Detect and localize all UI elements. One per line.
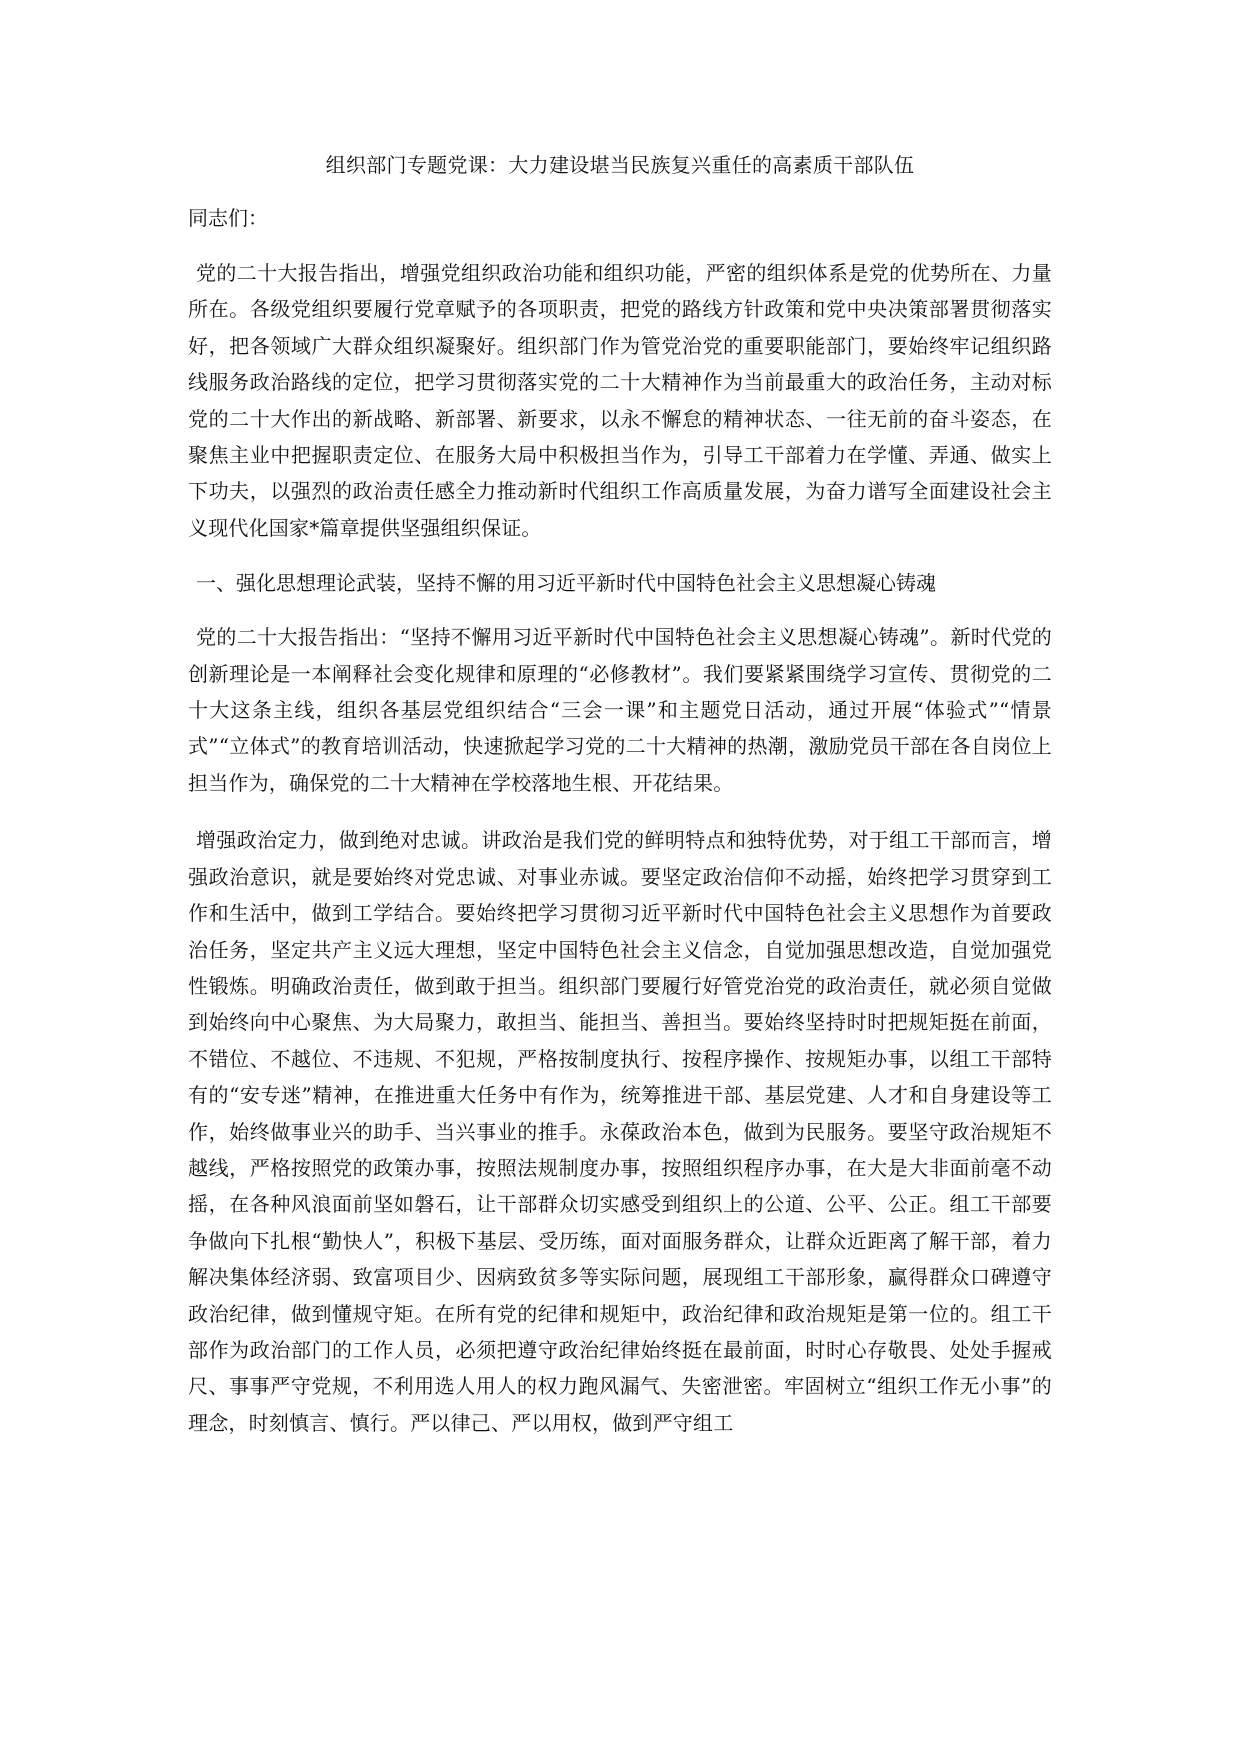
section-heading-1: 一、强化思想理论武装，坚持不懈的用习近平新时代中国特色社会主义思想凝心铸魂 (196, 571, 936, 596)
document-title: 组织部门专题党课：大力建设堪当民族复兴重任的高素质干部队伍 (325, 153, 915, 177)
document-page (188, 150, 1052, 1462)
intro-paragraph: 党的二十大报告指出，增强党组织政治功能和组织功能，严密的组织体系是党的优势所在、力量所在。各级党组织要履行党章赋予的各项职责，把党的路线方针政策和党中央决策部署贯彻落实好，把各领域广大群众组织凝聚好。组织部门作为管党治党的重要职能部门，要始终牢记组织路线服务政治路线的定位，把学习贯彻落实党的二十大精神作为当前最重大的政治任务，主动对标党的二十大作出的新战略、新部署、新要求，以永不懈怠的精神状态、一往无前的奋斗姿态，在聚焦主业中把握职责定位、在服务大局中积极担当作为，引导工干部着力在学懂、弄通、做实上下功夫，以强烈的政治责任感全力推动新时代组织工作高质量发展，为奋力谱写全面建设社会主义现代化国家*篇章提供坚强组织保证。 (188, 261, 1052, 540)
section1-paragraph-1: 党的二十大报告指出：“坚持不懈用习近平新时代中国特色社会主义思想凝心铸魂”。新时代党的创新理论是一本阐释社会变化规律和原理的“必修教材”。我们要紧紧围绕学习宣传、贯彻党的二十大这条主线，组织各基层党组织结合“三会一课”和主题党日活动，通过开展“体验式”“情景式”“立体式”的教育培训活动，快速掀起学习党的二十大精神的热潮，激励党员干部在各自岗位上担当作为，确保党的二十大精神在学校落地生根、开花结果。 (188, 625, 1052, 795)
section1-paragraph-2: 增强政治定力，做到绝对忠诚。讲政治是我们党的鲜明特点和独特优势，对于组工干部而言，增强政治意识，就是要始终对党忠诚、对事业赤诚。要坚定政治信仰不动摇，始终把学习贯穿到工作和生活中，做到工学结合。要始终把学习贯彻习近平新时代中国特色社会主义思想作为首要政治任务，坚定共产主义远大理想，坚定中国特色社会主义信念，自觉加强思想改造，自觉加强党性锻炼。明确政治责任，做到敢于担当。组织部门要履行好管党治党的政治责任，就必须自觉做到始终向中心聚焦、为大局聚力，敢担当、能担当、善担当。要始终坚持时时把规矩挺在前面，不错位、不越位、不违规、不犯规，严格按制度执行、按程序操作、按规矩办事，以组工干部特有的“安专迷”精神，在推进重大任务中有作为，统筹推进干部、基层党建、人才和自身建设等工作，始终做事业兴的助手、当兴事业的推手。永葆政治本色，做到为民服务。要坚守政治规矩不越线，严格按照党的政策办事，按照法规制度办事，按照组织程序办事，在大是大非面前毫不动摇，在各种风浪面前坚如磐石，让干部群众切实感受到组织上的公道、公平、公正。组工干部要争做向下扎根“勤快人”，积极下基层、受历练，面对面服务群众，让群众近距离了解干部，着力解决集体经济弱、致富项目少、因病致贫多等实际问题，展现组工干部形象，赢得群众口碑遵守政治纪律，做到懂规守矩。在所有党的纪律和规矩中，政治纪律和政治规矩是第一位的。组工干部作为政治部门的工作人员，必须把遵守政治纪律始终挺在最前面，时时心存敬畏、处处手握戒尺、事事严守党规，不利用选人用人的权力跑风漏气、失密泄密。牢固树立“组织工作无小事”的理念，时刻慎言、慎行。严以律己、严以用权，做到严守组工 (188, 828, 1052, 1435)
salutation: 同志们： (188, 206, 268, 230)
